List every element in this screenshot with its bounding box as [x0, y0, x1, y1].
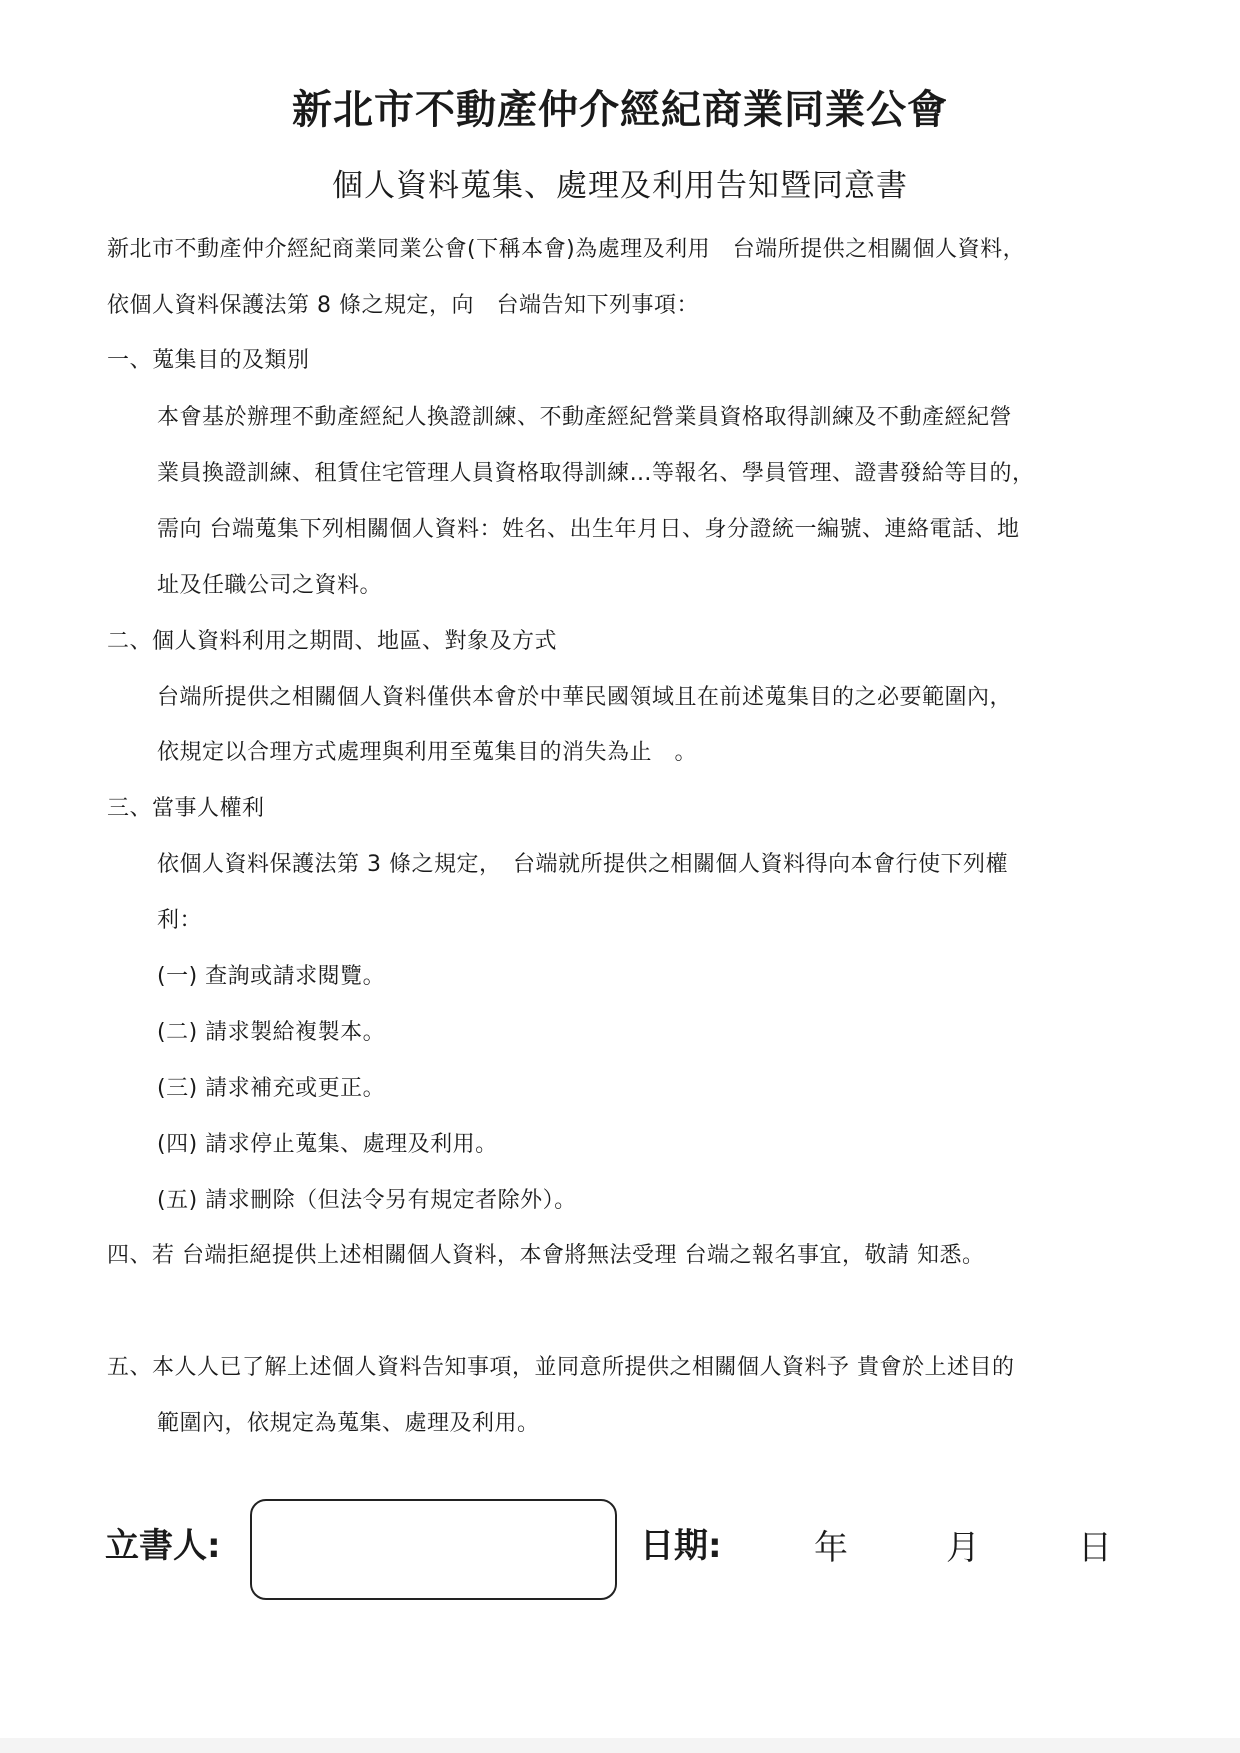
section-3-heading: 三、當事人權利	[107, 796, 265, 821]
signer-signature-box[interactable]	[250, 1499, 617, 1600]
date-year-label: 年	[814, 1528, 848, 1568]
section-3-line-1: 依個人資料保護法第 3 條之規定， 台端就所提供之相關個人資料得向本會行使下列權	[157, 852, 1008, 877]
section-1-line-3: 需向 台端蒐集下列相關個人資料：姓名、出生年月日、身分證統一編號、連絡電話、地	[157, 517, 1020, 542]
section-5-line-2: 範圍內，依規定為蒐集、處理及利用。	[157, 1411, 540, 1436]
rights-item: (四) 請求停止蒐集、處理及利用。	[157, 1132, 498, 1157]
section-2-line-1: 台端所提供之相關個人資料僅供本會於中華民國領域且在前述蒐集目的之必要範圍內，	[157, 685, 1013, 710]
page-bottom-edge	[0, 1738, 1240, 1753]
section-1-line-4: 址及任職公司之資料。	[157, 573, 383, 598]
rights-item: (五) 請求刪除（但法令另有規定者除外）。	[157, 1188, 577, 1213]
section-4-line: 四、若 台端拒絕提供上述相關個人資料，本會將無法受理 台端之報名事宜，敬請 知悉。	[107, 1243, 985, 1268]
date-day-label: 日	[1078, 1528, 1112, 1568]
rights-item: (一) 查詢或請求閱覽。	[157, 964, 386, 989]
section-1-heading: 一、蒐集目的及類別	[107, 348, 310, 373]
intro-line-2: 依個人資料保護法第 8 條之規定，向 台端告知下列事項：	[107, 293, 699, 318]
section-5-line-1: 五、本人人已了解上述個人資料告知事項，並同意所提供之相關個人資料予 貴會於上述目的	[107, 1355, 1015, 1380]
document-title: 新北市不動產仲介經紀商業同業公會	[292, 87, 948, 133]
section-2-line-2: 依規定以合理方式處理與利用至蒐集目的消失為止 。	[157, 740, 698, 765]
section-3-line-2: 利：	[157, 908, 203, 933]
section-2-heading: 二、個人資料利用之期間、地區、對象及方式	[107, 629, 558, 654]
document-subtitle: 個人資料蒐集、處理及利用告知暨同意書	[332, 168, 908, 204]
section-1-line-2: 業員換證訓練、租賃住宅管理人員資格取得訓練…等報名、學員管理、證書發給等目的，	[157, 461, 1035, 486]
intro-line-1: 新北市不動產仲介經紀商業同業公會(下稱本會)為處理及利用 台端所提供之相關個人資料，	[107, 237, 1026, 262]
date-label: 日期:	[640, 1526, 722, 1566]
date-month-label: 月	[946, 1528, 980, 1568]
rights-item: (三) 請求補充或更正。	[157, 1076, 386, 1101]
signer-label: 立書人:	[105, 1526, 221, 1566]
rights-item: (二) 請求製給複製本。	[157, 1020, 386, 1045]
section-1-line-1: 本會基於辦理不動產經紀人換證訓練、不動產經紀營業員資格取得訓練及不動產經紀營	[157, 405, 1013, 430]
